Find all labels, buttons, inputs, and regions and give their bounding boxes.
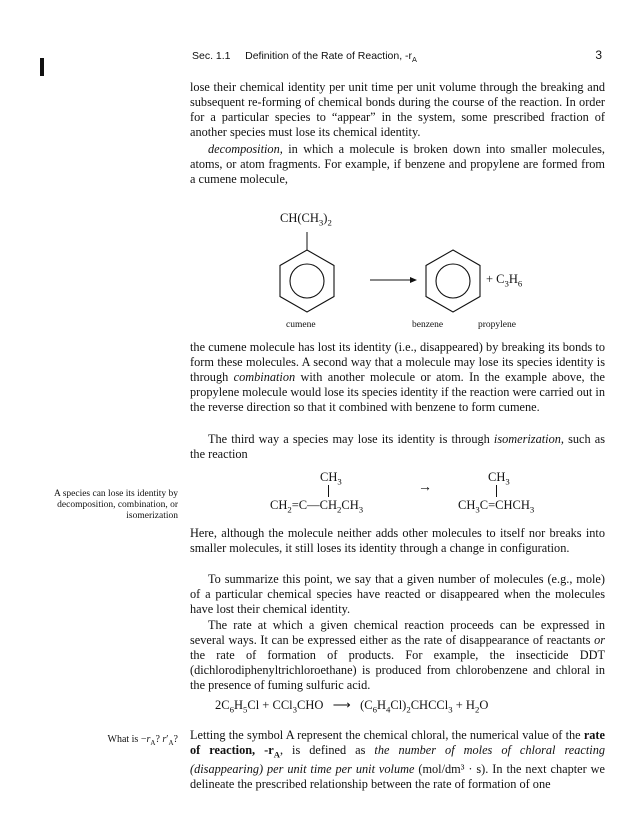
benzene-label: benzene bbox=[412, 320, 444, 330]
product-methyl: $CH_3$ bbox=[488, 470, 510, 487]
isomerization-reaction bbox=[270, 470, 570, 520]
rate-of-reaction-term: rate of reaction, $-r_A$ bbox=[190, 728, 605, 760]
product-bond bbox=[496, 485, 497, 497]
page-number: 3 bbox=[595, 48, 602, 62]
paragraph-8: Letting the symbol A represent the chemical chloral, the numerical value of the rate of reaction, $-r_A$, is defined as the number of moles of chloral reacting (disappearing) per unit time per unit volume (mol/dm³ · s). In the next chapter we delineate the prescribed relationship between the rate of formation of one bbox=[190, 728, 605, 792]
binding-mark bbox=[40, 58, 44, 76]
paragraph-3: the cumene molecule has lost its identity (i.e., disappeared) by breaking its bonds to form these molecules. A second way that a molecule may lose its species identity is through combination with another molecule or atom. In the example above, the propylene molecule would lose its species identity if the reaction were carried out in the reverse direction so that it combined with benzene to form cumene. bbox=[190, 340, 606, 414]
paragraph-1: lose their chemical identity per unit time per unit volume through the breaking and subsequent re-forming of chemical bonds during the course of the reaction. In order for a particular species to “appear” in the system, some prescribed fraction of another species must lose its chemical identity. bbox=[190, 80, 605, 139]
product-formula: $CH_3C=CHCH_3$ bbox=[458, 498, 535, 515]
running-title: Definition of the Rate of Reaction, $-r_A$ bbox=[245, 50, 417, 65]
paragraph-5: Here, although the molecule neither adds other molecules to itself nor breaks into smaller molecules, it still loses its identity through a change in configuration. bbox=[190, 526, 605, 555]
cumene-reaction-diagram bbox=[190, 208, 605, 336]
paragraph-6: To summarize this point, we say that a given number of molecules (e.g., mole) of a particular chemical species have reacted or disappeared when the molecules have lost their chemical identity. bbox=[190, 572, 605, 616]
margin-note-species: A species can lose its identity by decomposition, combination, or isomerization bbox=[53, 489, 178, 521]
reactant-bond bbox=[328, 485, 329, 497]
propylene-label: propylene bbox=[478, 320, 516, 330]
paragraph-7: The rate at which a given chemical reaction proceeds can be expressed in several ways. It can be expressed either as the rate of disappearance of reactants or the rate of formation of products. For example, the insecticide DDT (dichlorodiphenyltrichloroethane) is produced from chlorobenzene and chloral in the presence of fuming sulfuric acid. bbox=[190, 618, 605, 692]
cumene-label: cumene bbox=[286, 320, 316, 330]
cumene-reaction-figure bbox=[190, 208, 605, 336]
cumene-substituent: $CH(CH_3)_2$ bbox=[280, 211, 332, 228]
propylene-formula: + $C_3H_6$ bbox=[486, 272, 523, 289]
reactant-formula: $CH_2=C—CH_2CH_3$ bbox=[270, 498, 364, 515]
paragraph-2: decomposition, in which a molecule is broken down into smaller molecules, atoms, or atom fragments. For example, if benzene and propylene are formed from a cumene molecule, bbox=[190, 142, 605, 186]
reaction-arrow: → bbox=[418, 480, 432, 495]
running-header bbox=[192, 50, 602, 64]
paragraph-4: The third way a species may lose its identity is through isomerization, such as the reaction bbox=[190, 432, 605, 461]
reactant-methyl: $CH_3$ bbox=[320, 470, 342, 487]
ddt-reaction: $2C_6H_5Cl + CCl_3CHO$ ⟶ $(C_6H_4Cl)_2CHCCl_3 + H_2O$ bbox=[215, 698, 489, 715]
section-number: Sec. 1.1 bbox=[192, 50, 231, 62]
margin-note-rate: What is $-r_A$? $r'_A$? bbox=[107, 734, 178, 747]
